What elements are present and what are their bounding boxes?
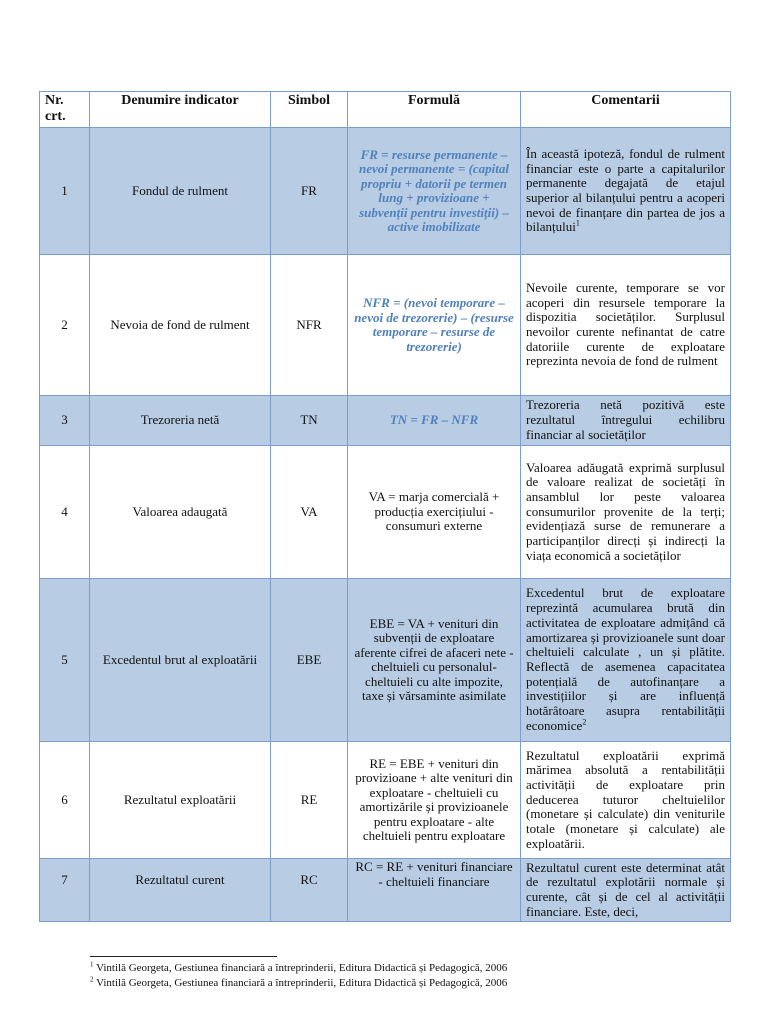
row-formula: EBE = VA + venituri din subvenții de exploatare aferente cifrei de afaceri nete - cheltuieli cu personalul-cheltuieli cu alte impozite, taxe și vărsaminte asimilate <box>348 579 521 742</box>
table-row <box>40 859 731 922</box>
row-formula: TN = FR – NFR <box>348 396 521 446</box>
table-row <box>40 128 731 255</box>
row-nr: 7 <box>40 859 90 922</box>
footnote-text: Vintilă Georgeta, Gestiunea financiară a întreprinderii, Editura Didactică și Pedagogică, 2006 <box>96 962 508 974</box>
row-nr: 1 <box>40 128 90 255</box>
row-comment <box>521 579 731 742</box>
comment-text: Nevoile curente, temporare se vor acoperi din resursele temporare la dispozitia societăților. Surplusul nevoilor curente nefinantat de catre datoriile curente de exploatare reprezinta nevoia de fond de rulment <box>526 279 725 369</box>
row-formula: NFR = (nevoi temporare – nevoi de trezorerie) – (resurse temporare – resurse de trezorerie) <box>348 255 521 396</box>
row-name: Fondul de rulment <box>90 128 271 255</box>
footnote-mark: 2 <box>90 975 94 984</box>
row-nr: 6 <box>40 742 90 859</box>
header-formula: Formulă <box>348 92 521 128</box>
footnote-ref[interactable]: 1 <box>575 219 580 229</box>
table-row <box>40 446 731 579</box>
row-formula: RE = EBE + venituri din provizioane + alte venituri din exploatare - cheltuieli cu amortizările și provizioanele pentru exploatare - alte cheltuieli pentru exploatare <box>348 742 521 859</box>
row-comment <box>521 742 731 859</box>
table-row <box>40 255 731 396</box>
row-formula: RC = RE + venituri financiare - cheltuieli financiare <box>348 859 521 922</box>
row-symbol: RE <box>271 742 348 859</box>
row-formula: VA = marja comercială + producția exercițiului - consumuri externe <box>348 446 521 579</box>
footnote-mark: 1 <box>90 960 94 969</box>
header-nr: Nr. crt. <box>40 92 90 128</box>
footnote-2 <box>90 977 507 990</box>
row-name: Rezultatul curent <box>90 859 271 922</box>
comment-text: Trezoreria netă pozitivă este rezultatul întregului echilibru financiar al societăților <box>526 397 725 442</box>
row-symbol: EBE <box>271 579 348 742</box>
row-symbol: NFR <box>271 255 348 396</box>
row-comment <box>521 396 731 446</box>
comment-text: În această ipoteză, fondul de rulment financiar este o parte a capitalurilor permanente degajată de etajul superior al bilanțului pentru a acoperi nevoi de finanțare din partea de jos a bilanțului <box>526 145 725 235</box>
row-symbol: VA <box>271 446 348 579</box>
row-comment <box>521 128 731 255</box>
row-symbol: FR <box>271 128 348 255</box>
footnote-ref[interactable]: 2 <box>582 717 587 727</box>
comment-text: Rezultatul curent este determinat atât de rezultatul explotării normale și curente, cât și de cel al activității financiare. Este, deci, <box>526 859 725 919</box>
table-row <box>40 742 731 859</box>
table-header-row <box>40 92 731 128</box>
header-symbol: Simbol <box>271 92 348 128</box>
comment-text: Valoarea adăugată exprimă surplusul de valoare realizat de societăți în ansamblul lor peste valoarea consumurilor provenite de la terți; evidențiază surse de remunerare a participanților direcți și indirecți la viața economică a societăților <box>526 459 725 563</box>
table-row <box>40 396 731 446</box>
row-nr: 5 <box>40 579 90 742</box>
header-name: Denumire indicator <box>90 92 271 128</box>
row-nr: 2 <box>40 255 90 396</box>
row-symbol: RC <box>271 859 348 922</box>
comment-text: Rezultatul exploatării exprimă mărimea absolută a rentabilității activității de exploatare prin deducerea tuturor cheltuielilor (monetare și calculate) din veniturile totale (monetare și calculate) ale exploatării. <box>526 747 725 851</box>
row-nr: 4 <box>40 446 90 579</box>
row-name: Rezultatul exploatării <box>90 742 271 859</box>
comment-text: Excedentul brut de exploatare reprezintă acumularea brută din activitatea de exploatare admițând că amortizarea și provizioanele sunt doar cheltuieli calculate , un și plătite. Reflectă de asemenea capacitatea potențială de autofinanțare a investițiilor și are influență hotărâtoare asupra rentabilității economice <box>526 585 725 733</box>
table-row <box>40 579 731 742</box>
footnote-1 <box>90 962 507 975</box>
row-symbol: TN <box>271 396 348 446</box>
row-name: Valoarea adaugată <box>90 446 271 579</box>
indicators-table <box>39 91 731 922</box>
row-name: Excedentul brut al exploatării <box>90 579 271 742</box>
header-comments: Comentarii <box>521 92 731 128</box>
row-formula: FR = resurse permanente – nevoi permanente = (capital propriu + datorii pe termen lung + provizioane + subvenții pentru investiții) – active imobilizate <box>348 128 521 255</box>
row-nr: 3 <box>40 396 90 446</box>
footnote-separator <box>90 956 277 957</box>
row-comment <box>521 859 731 922</box>
footnote-text: Vintilă Georgeta, Gestiunea financiară a întreprinderii, Editura Didactică și Pedagogică, 2006 <box>96 977 508 989</box>
row-name: Nevoia de fond de rulment <box>90 255 271 396</box>
row-comment <box>521 255 731 396</box>
row-comment <box>521 446 731 579</box>
row-name: Trezoreria netă <box>90 396 271 446</box>
